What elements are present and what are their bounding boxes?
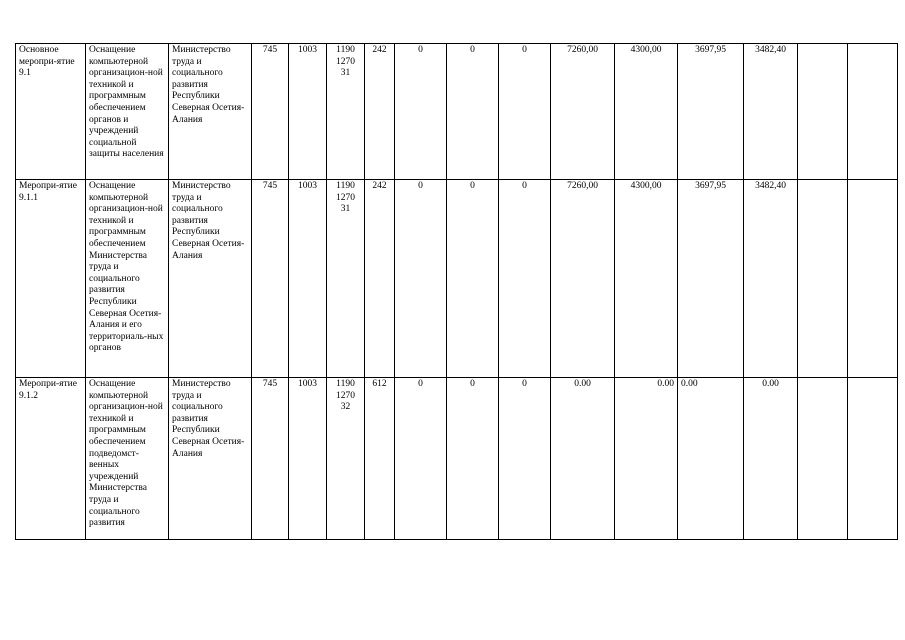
csr-code-part: 31	[340, 204, 351, 215]
activity-description-cell: Оснащение компьютерной организацион-ной техникой и программным обеспечением Министерства труда и социального развития Республики Северная Осетия-Алания и его территориаль-ных органов	[86, 180, 169, 378]
table-row	[16, 44, 898, 180]
csr-code-part: 1270	[336, 56, 355, 67]
empty-cell	[848, 180, 898, 378]
csr-code-part: 1190	[336, 45, 355, 55]
amount-cell: 0.00	[678, 378, 744, 540]
amount-cell: 0	[447, 180, 499, 378]
csr-code-part: 1190	[336, 181, 355, 191]
vr-code-cell: 612	[365, 378, 395, 540]
activity-description-cell: Оснащение компьютерной организацион-ной техникой и программным обеспечением подведомст-венных учреждений Министерства труда и социального развития	[86, 378, 169, 540]
empty-cell	[848, 44, 898, 180]
amount-cell: 7260,00	[551, 180, 615, 378]
amount-cell: 3482,40	[744, 44, 798, 180]
empty-cell	[848, 378, 898, 540]
empty-cell	[798, 44, 848, 180]
amount-cell: 0	[395, 378, 447, 540]
amount-cell: 0	[447, 44, 499, 180]
activity-name-cell: Меропри-ятие 9.1.1	[16, 180, 86, 378]
activity-name-cell: Меропри-ятие 9.1.2	[16, 378, 86, 540]
grbs-code-cell: 745	[252, 44, 289, 180]
vr-code-cell: 242	[365, 180, 395, 378]
amount-cell: 0	[499, 378, 551, 540]
amount-cell: 4300,00	[615, 180, 678, 378]
amount-cell: 0	[395, 44, 447, 180]
grbs-code-cell: 745	[252, 378, 289, 540]
csr-code-cell	[327, 378, 365, 540]
amount-cell: 0	[499, 180, 551, 378]
csr-code-part: 1270	[336, 192, 355, 203]
responsible-ministry-cell: Министерство труда и социального развития Республики Северная Осетия-Алания	[169, 44, 252, 180]
csr-code-part: 32	[340, 402, 351, 413]
empty-cell	[798, 180, 848, 378]
amount-cell: 0.00	[551, 378, 615, 540]
empty-cell	[798, 378, 848, 540]
rzpr-code-cell: 1003	[289, 44, 327, 180]
rzpr-code-cell: 1003	[289, 378, 327, 540]
amount-cell: 0	[499, 44, 551, 180]
rzpr-code-cell: 1003	[289, 180, 327, 378]
amount-cell: 3482,40	[744, 180, 798, 378]
amount-cell: 0	[395, 180, 447, 378]
activity-description-cell: Оснащение компьютерной организацион-ной техникой и программным обеспечением органов и учреждений социальной защиты населения	[86, 44, 169, 180]
vr-code-cell: 242	[365, 44, 395, 180]
csr-code-part: 31	[340, 68, 351, 79]
table-row	[16, 378, 898, 540]
amount-cell: 4300,00	[615, 44, 678, 180]
csr-code-part: 1270	[336, 390, 355, 401]
grbs-code-cell: 745	[252, 180, 289, 378]
program-budget-table	[15, 43, 898, 540]
amount-cell: 7260,00	[551, 44, 615, 180]
csr-code-cell	[327, 44, 365, 180]
amount-cell: 0.00	[744, 378, 798, 540]
csr-code-part: 1190	[336, 379, 355, 389]
responsible-ministry-cell: Министерство труда и социального развития Республики Северная Осетия-Алания	[169, 180, 252, 378]
activity-name-cell: Основное меропри-ятие 9.1	[16, 44, 86, 180]
amount-cell: 0	[447, 378, 499, 540]
amount-cell: 0.00	[615, 378, 678, 540]
amount-cell: 3697,95	[678, 44, 744, 180]
amount-cell: 3697,95	[678, 180, 744, 378]
csr-code-cell	[327, 180, 365, 378]
responsible-ministry-cell: Министерство труда и социального развития Республики Северная Осетия-Алания	[169, 378, 252, 540]
table-row	[16, 180, 898, 378]
